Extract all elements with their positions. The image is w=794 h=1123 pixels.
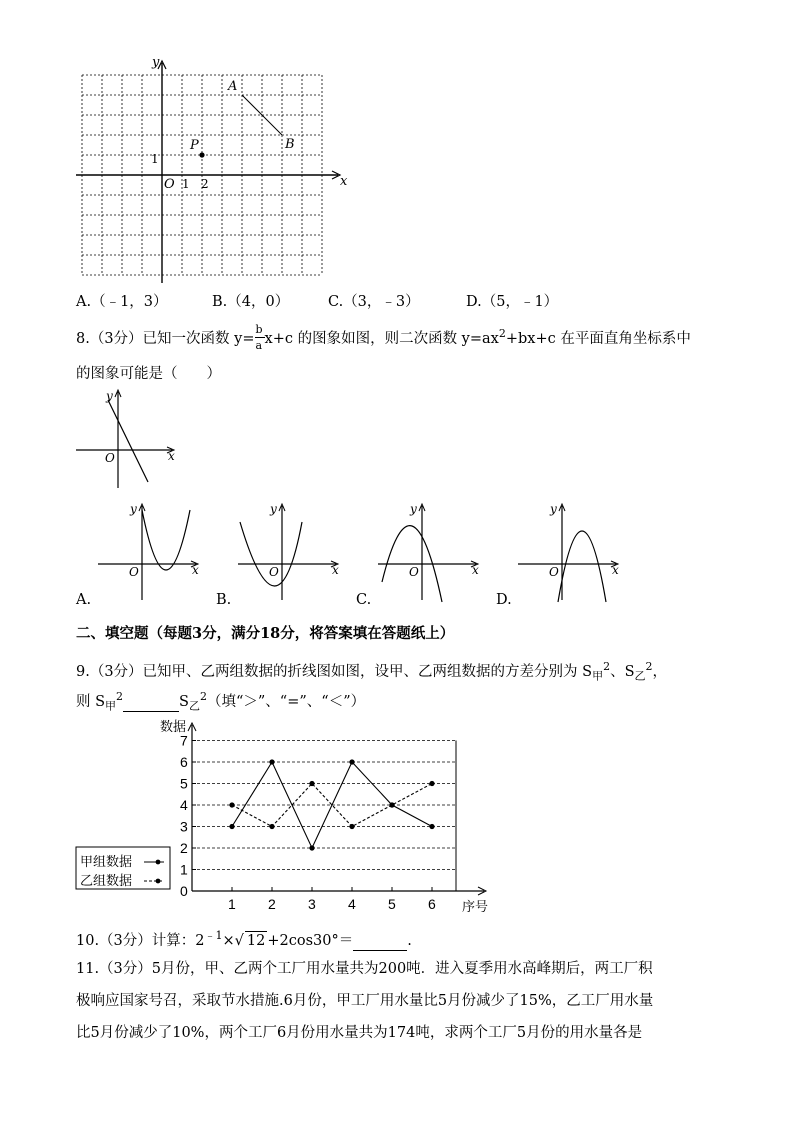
q7-option-c: C.（3，﹣3） (328, 294, 420, 310)
y-tick-label: 6 (180, 754, 188, 770)
q9-question-line2: 则 $S_甲^2$ $S_乙^2$（填“＞”、“=”、“＜”） (76, 690, 366, 713)
series-2-point (389, 802, 394, 807)
series-2-point (309, 781, 314, 786)
svg-text:x: x (472, 563, 479, 577)
q10-answer-blank[interactable] (353, 932, 407, 951)
svg-text:y: y (130, 502, 137, 516)
legend-swatch-point (156, 860, 161, 865)
q7-option-d: D.（5，﹣1） (466, 294, 559, 310)
q8-option-c-figure (376, 500, 486, 605)
fig7-point-p: P (190, 138, 199, 153)
q9-question-line1: 9.（3分）已知甲、乙两组数据的折线图如图，设甲、乙两组数据的方差分别为 $S_甲^2$、$S_乙^2$， (76, 660, 668, 683)
series-2-point (349, 824, 354, 829)
q8-question-line1 (76, 322, 691, 352)
q9-line-chart (72, 715, 502, 915)
y-tick-label: 1 (180, 861, 188, 878)
fig7-tick-x2: 2 (201, 177, 209, 191)
svg-text:O: O (409, 565, 419, 579)
q8-option-a-label: A. (76, 592, 92, 608)
svg-text:x: x (612, 563, 619, 577)
legend-label: 乙组数据 (80, 874, 133, 889)
x-tick-label: 6 (428, 896, 436, 912)
svg-text:x: x (168, 449, 175, 463)
fig7-y-label: y (152, 55, 160, 70)
fig7-point-a: A (228, 79, 238, 94)
x-tick-label: 2 (268, 896, 276, 912)
section2-title: 二、填空题（每题3分，满分18分，将答案填在答题纸上） (76, 625, 455, 642)
q8-option-a-figure (96, 500, 206, 605)
legend-swatch-point (156, 879, 161, 884)
svg-text:y: y (550, 502, 557, 516)
y-tick-label: 3 (180, 818, 188, 835)
x-tick-label: 5 (388, 896, 396, 912)
series-2-point (269, 824, 274, 829)
fig7-x-label: x (340, 174, 348, 189)
q8-middle: x+c 的图象如图，则二次函数 y=ax (264, 330, 499, 347)
legend-label: 甲组数据 (80, 855, 133, 870)
q11-line1: 11.（3分）5月份，甲、乙两个工厂用水量共为200吨．进入夏季用水高峰期后，两工厂积 (76, 961, 653, 977)
y-tick-label: 0 (180, 883, 188, 899)
q8-option-d-figure (516, 500, 626, 605)
fig7-origin: O (164, 177, 175, 192)
y-tick-label: 5 (180, 775, 188, 792)
q7-grid-figure (70, 55, 360, 285)
svg-text:y: y (106, 389, 113, 403)
fig7-tick-y1: 1 (151, 152, 159, 166)
svg-text:O: O (129, 565, 139, 579)
series-2-point (229, 802, 234, 807)
svg-text:O: O (269, 565, 279, 579)
series-1-point (429, 824, 434, 829)
series-1-point (269, 759, 274, 764)
q8-frac-den: a (255, 338, 263, 352)
q11-line3: 比5月份减少了10%，两个工厂6月份用水量共为174吨，求两个工厂5月份的用水量各是 (76, 1025, 643, 1041)
svg-text:y: y (410, 502, 417, 516)
svg-text:O: O (549, 565, 559, 579)
svg-text:x: x (332, 563, 339, 577)
svg-text:x: x (192, 563, 199, 577)
q8-option-b-figure (236, 500, 346, 605)
series-1-point (349, 759, 354, 764)
q8-prefix: 8.（3分）已知一次函数 y= (76, 330, 255, 347)
q8-question-line2: 的图象可能是（ ） (76, 366, 221, 382)
q10-question: 10.（3分）计算：$2^{﹣1}\times√$ 12 +2cos30°＝ . (76, 929, 412, 949)
q9-answer-blank[interactable] (123, 693, 179, 712)
y-tick-label: 2 (180, 840, 188, 856)
q8-option-b-label: B. (216, 592, 232, 608)
x-tick-label: 1 (228, 896, 236, 912)
q7-option-a: A.（﹣1，3） (76, 294, 168, 310)
x-axis-label: 序号 (462, 900, 489, 915)
svg-text:O: O (105, 451, 115, 465)
fig7-tick-x1: 1 (182, 177, 190, 191)
x-tick-label: 4 (348, 896, 356, 912)
series-1-point (309, 845, 314, 850)
q8-option-d-label: D. (496, 592, 512, 608)
q8-option-c-label: C. (356, 592, 372, 608)
q7-option-b: B.（4，0） (212, 294, 290, 310)
series-2-point (429, 781, 434, 786)
x-tick-label: 3 (308, 896, 316, 912)
q8-linear-figure (72, 386, 182, 491)
q11-line2: 极响应国家号召，采取节水措施.6月份，甲工厂用水量比5月份减少了15%，乙工厂用水量 (76, 993, 654, 1009)
fig7-point-b: B (285, 137, 295, 152)
y-axis-label: 数据 (160, 720, 187, 735)
series-1-point (229, 824, 234, 829)
q8-fraction (255, 322, 265, 352)
svg-text:y: y (270, 502, 277, 516)
y-tick-label: 7 (180, 732, 188, 749)
q8-frac-num: b (255, 322, 263, 336)
y-tick-label: 4 (180, 797, 188, 813)
q8-sup: 2 (498, 327, 506, 340)
q8-suffix: +bx+c 在平面直角坐标系中 (505, 330, 691, 347)
